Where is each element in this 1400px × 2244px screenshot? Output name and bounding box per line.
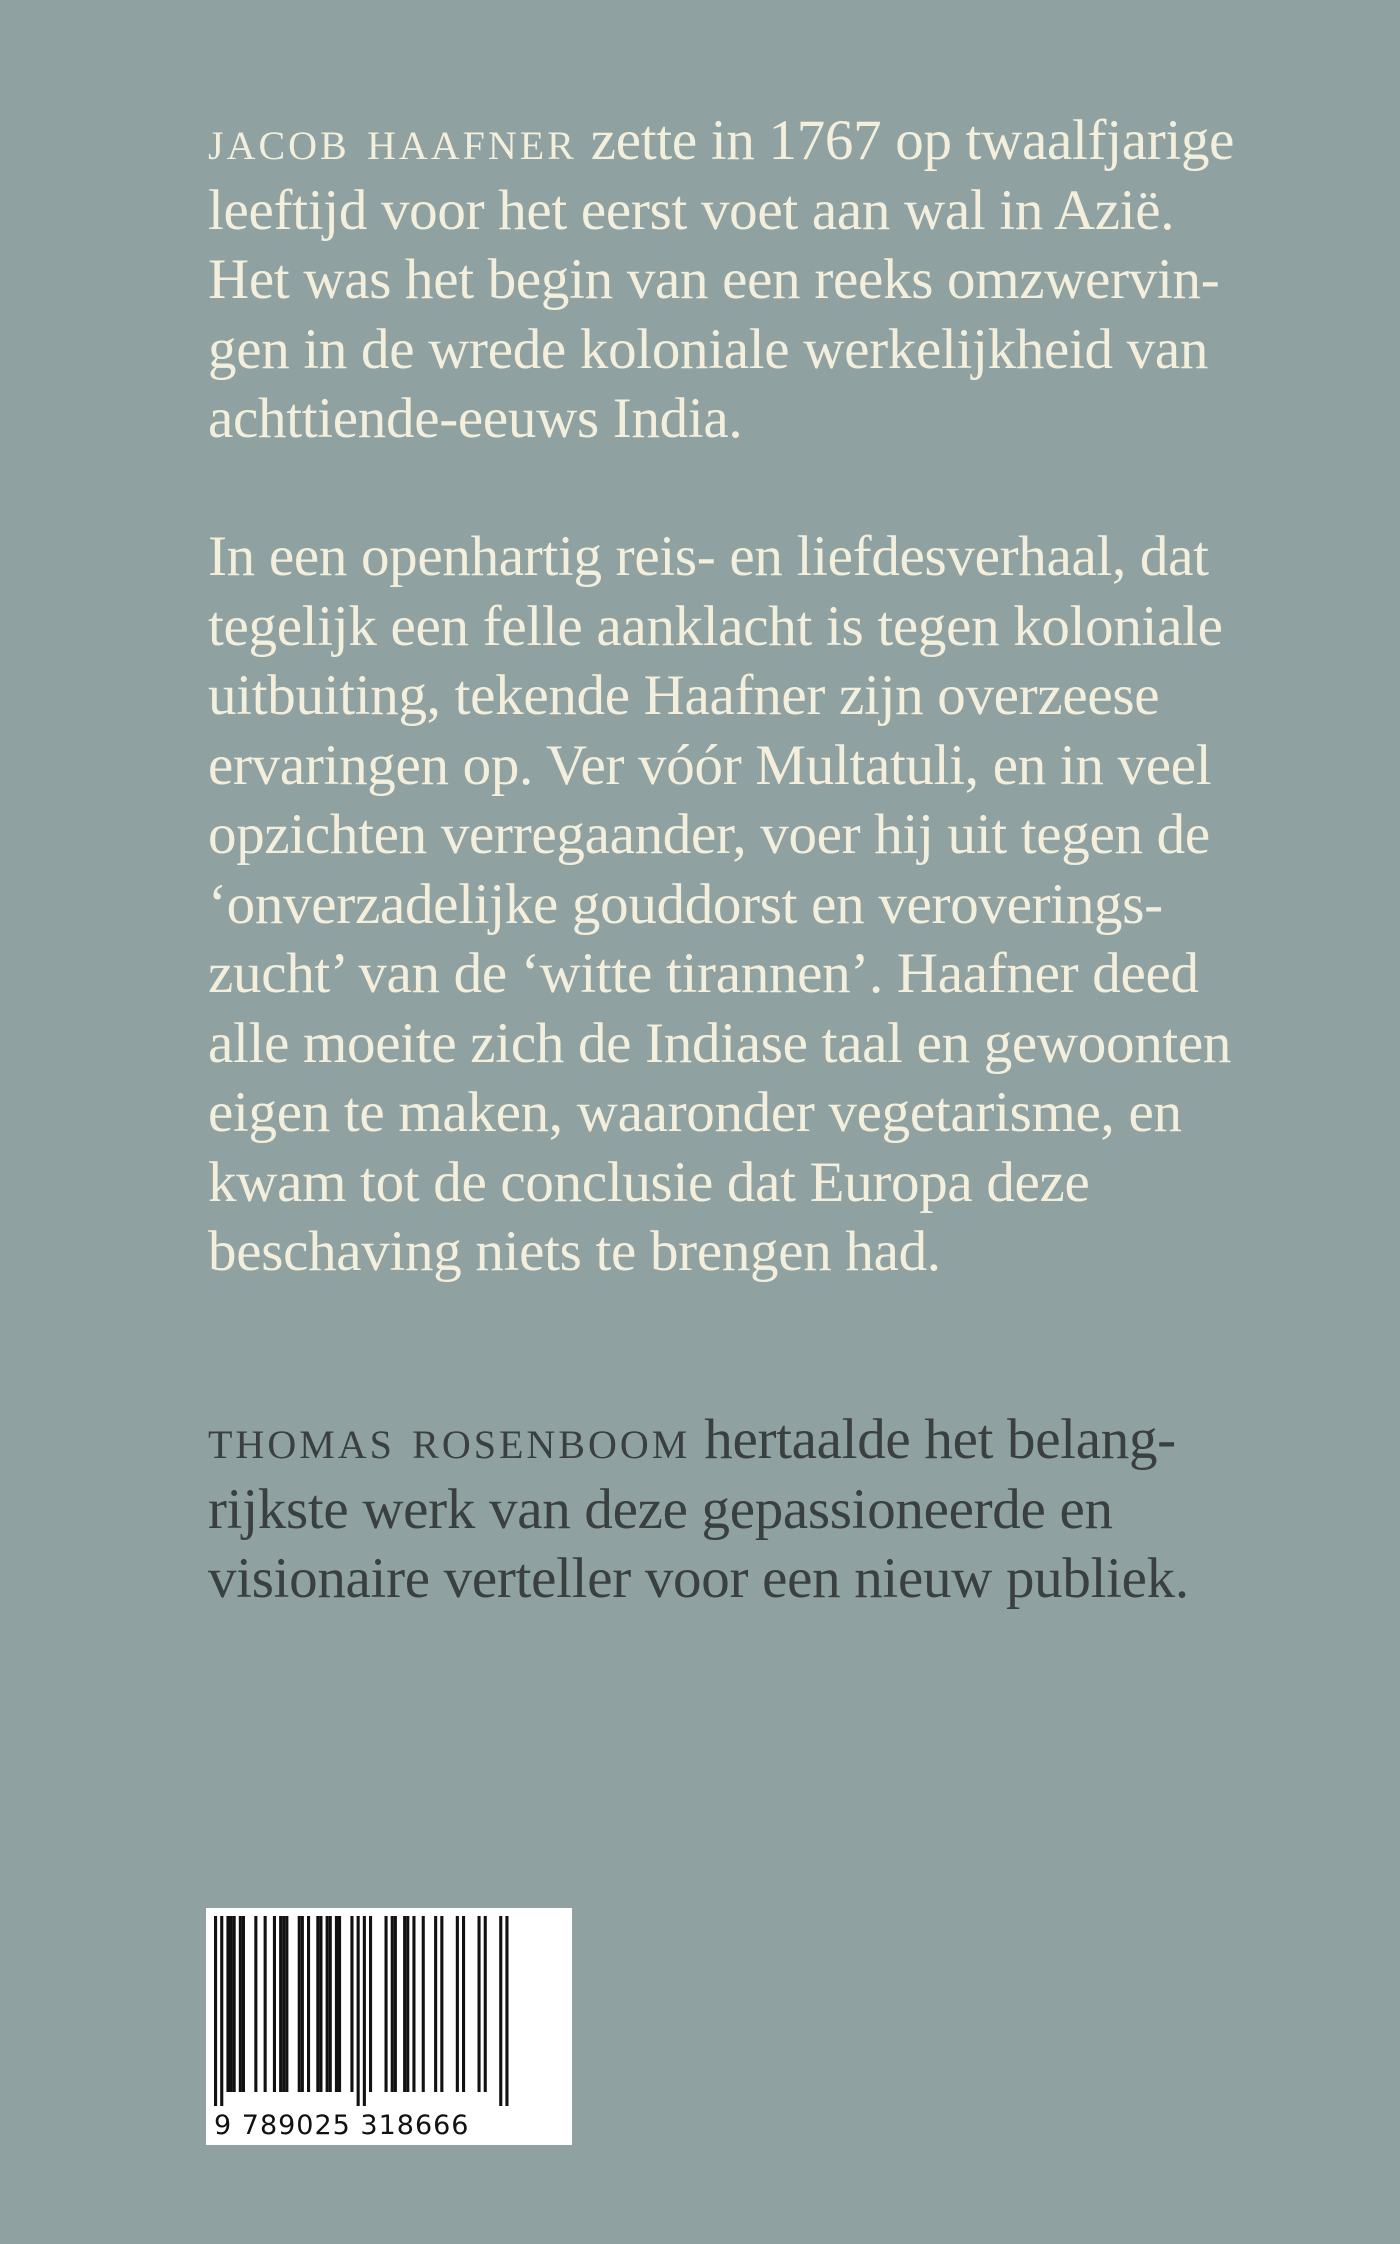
barcode-bar bbox=[273, 1916, 276, 2092]
barcode-bar bbox=[391, 1916, 394, 2092]
barcode-bar bbox=[440, 1916, 443, 2092]
barcode-bar bbox=[462, 1916, 465, 2092]
barcode-bar bbox=[394, 1916, 397, 2092]
isbn-barcode bbox=[206, 1908, 572, 2145]
barcode-bar bbox=[434, 1916, 437, 2092]
story-line-5: opzichten verregaander, voer hij uit tegen de bbox=[208, 803, 1210, 866]
barcode-bar bbox=[505, 1916, 508, 2106]
intro-paragraph bbox=[208, 106, 1238, 454]
story-line-8: alle moeite zich de Indiase taal en gewoonten bbox=[208, 1011, 1232, 1075]
barcode-bar bbox=[319, 1916, 322, 2092]
barcode-bar bbox=[338, 1916, 341, 2092]
intro-line-4: gen in de wrede koloniale werkelijkheid van bbox=[208, 317, 1209, 381]
barcode-bar bbox=[301, 1916, 304, 2092]
barcode-bar bbox=[242, 1916, 245, 2092]
barcode-bar bbox=[282, 1916, 285, 2092]
intro-line-3: Het was het begin van een reeks omzwervin- bbox=[208, 248, 1220, 311]
intro-line-1: jacob haafner zette in 1767 op twaalfjarige bbox=[208, 109, 1235, 172]
translator-name: thomas rosenboom bbox=[208, 1408, 691, 1471]
barcode-bar bbox=[478, 1916, 481, 2092]
barcode-bar bbox=[412, 1916, 415, 2092]
barcode-bar bbox=[279, 1916, 282, 2092]
barcode-bar bbox=[403, 1916, 406, 2092]
story-line-7: zucht’ van de ‘witte tirannen’. Haafner deed bbox=[208, 942, 1199, 1005]
story-line-1: In een openhartig reis- en liefdesverhaal, dat bbox=[208, 525, 1209, 588]
barcode-bar bbox=[239, 1916, 242, 2092]
barcode-bar bbox=[220, 1916, 223, 2106]
translator-line-2: rijkste werk van deze gepassioneerde en bbox=[208, 1477, 1113, 1541]
barcode-bar bbox=[456, 1916, 459, 2092]
barcode-bar bbox=[214, 1916, 217, 2106]
barcode-bar bbox=[298, 1916, 301, 2092]
barcode-bar bbox=[350, 1916, 353, 2092]
barcode-bar bbox=[264, 1916, 267, 2092]
barcode-bar bbox=[369, 1916, 372, 2092]
intro-line-5: achttiende-eeuws India. bbox=[208, 387, 743, 450]
translator-paragraph bbox=[208, 1405, 1238, 1614]
intro-line-2: leeftijd voor het eerst voet aan wal in Azië. bbox=[208, 178, 1175, 242]
barcode-bar bbox=[499, 1916, 502, 2106]
barcode-bar bbox=[363, 1916, 366, 2106]
barcode-bar bbox=[233, 1916, 236, 2092]
isbn-number: 9 789025 318666 bbox=[214, 2110, 470, 2141]
barcode-bar bbox=[326, 1916, 329, 2092]
story-line-9: eigen te maken, waaronder vegetarisme, en bbox=[208, 1081, 1182, 1144]
barcode-bar bbox=[307, 1916, 310, 2092]
story-line-11: beschaving niets te brengen had. bbox=[208, 1220, 941, 1283]
barcode-bar bbox=[422, 1916, 425, 2092]
barcode-bar bbox=[316, 1916, 319, 2092]
barcode-bar bbox=[357, 1916, 360, 2106]
story-line-10: kwam tot de conclusie dat Europa deze bbox=[208, 1150, 1090, 1214]
story-line-4: ervaringen op. Ver vóór Multatuli, en in veel bbox=[208, 733, 1212, 797]
barcode-bar bbox=[230, 1916, 233, 2092]
translator-line-1: thomas rosenboom hertaalde het belang- bbox=[208, 1408, 1176, 1471]
author-name: jacob haafner bbox=[208, 109, 577, 172]
story-line-6: ‘onverzadelijke gouddorst en veroverings- bbox=[208, 872, 1163, 936]
barcode-bar bbox=[484, 1916, 487, 2092]
barcode-bar bbox=[385, 1916, 388, 2092]
barcode-bar bbox=[406, 1916, 409, 2092]
barcode-bar bbox=[329, 1916, 332, 2092]
barcode-bar bbox=[254, 1916, 257, 2092]
translator-line-3: visionaire verteller voor een nieuw publiek. bbox=[208, 1547, 1189, 1610]
barcode-bar bbox=[226, 1916, 229, 2092]
barcode-bar bbox=[285, 1916, 288, 2092]
story-line-2: tegelijk een felle aanklacht is tegen koloniale bbox=[208, 594, 1223, 658]
story-line-3: uitbuiting, tekende Haafner zijn overzeese bbox=[208, 664, 1160, 727]
story-paragraph bbox=[208, 522, 1238, 1287]
barcode-bar bbox=[335, 1916, 338, 2092]
